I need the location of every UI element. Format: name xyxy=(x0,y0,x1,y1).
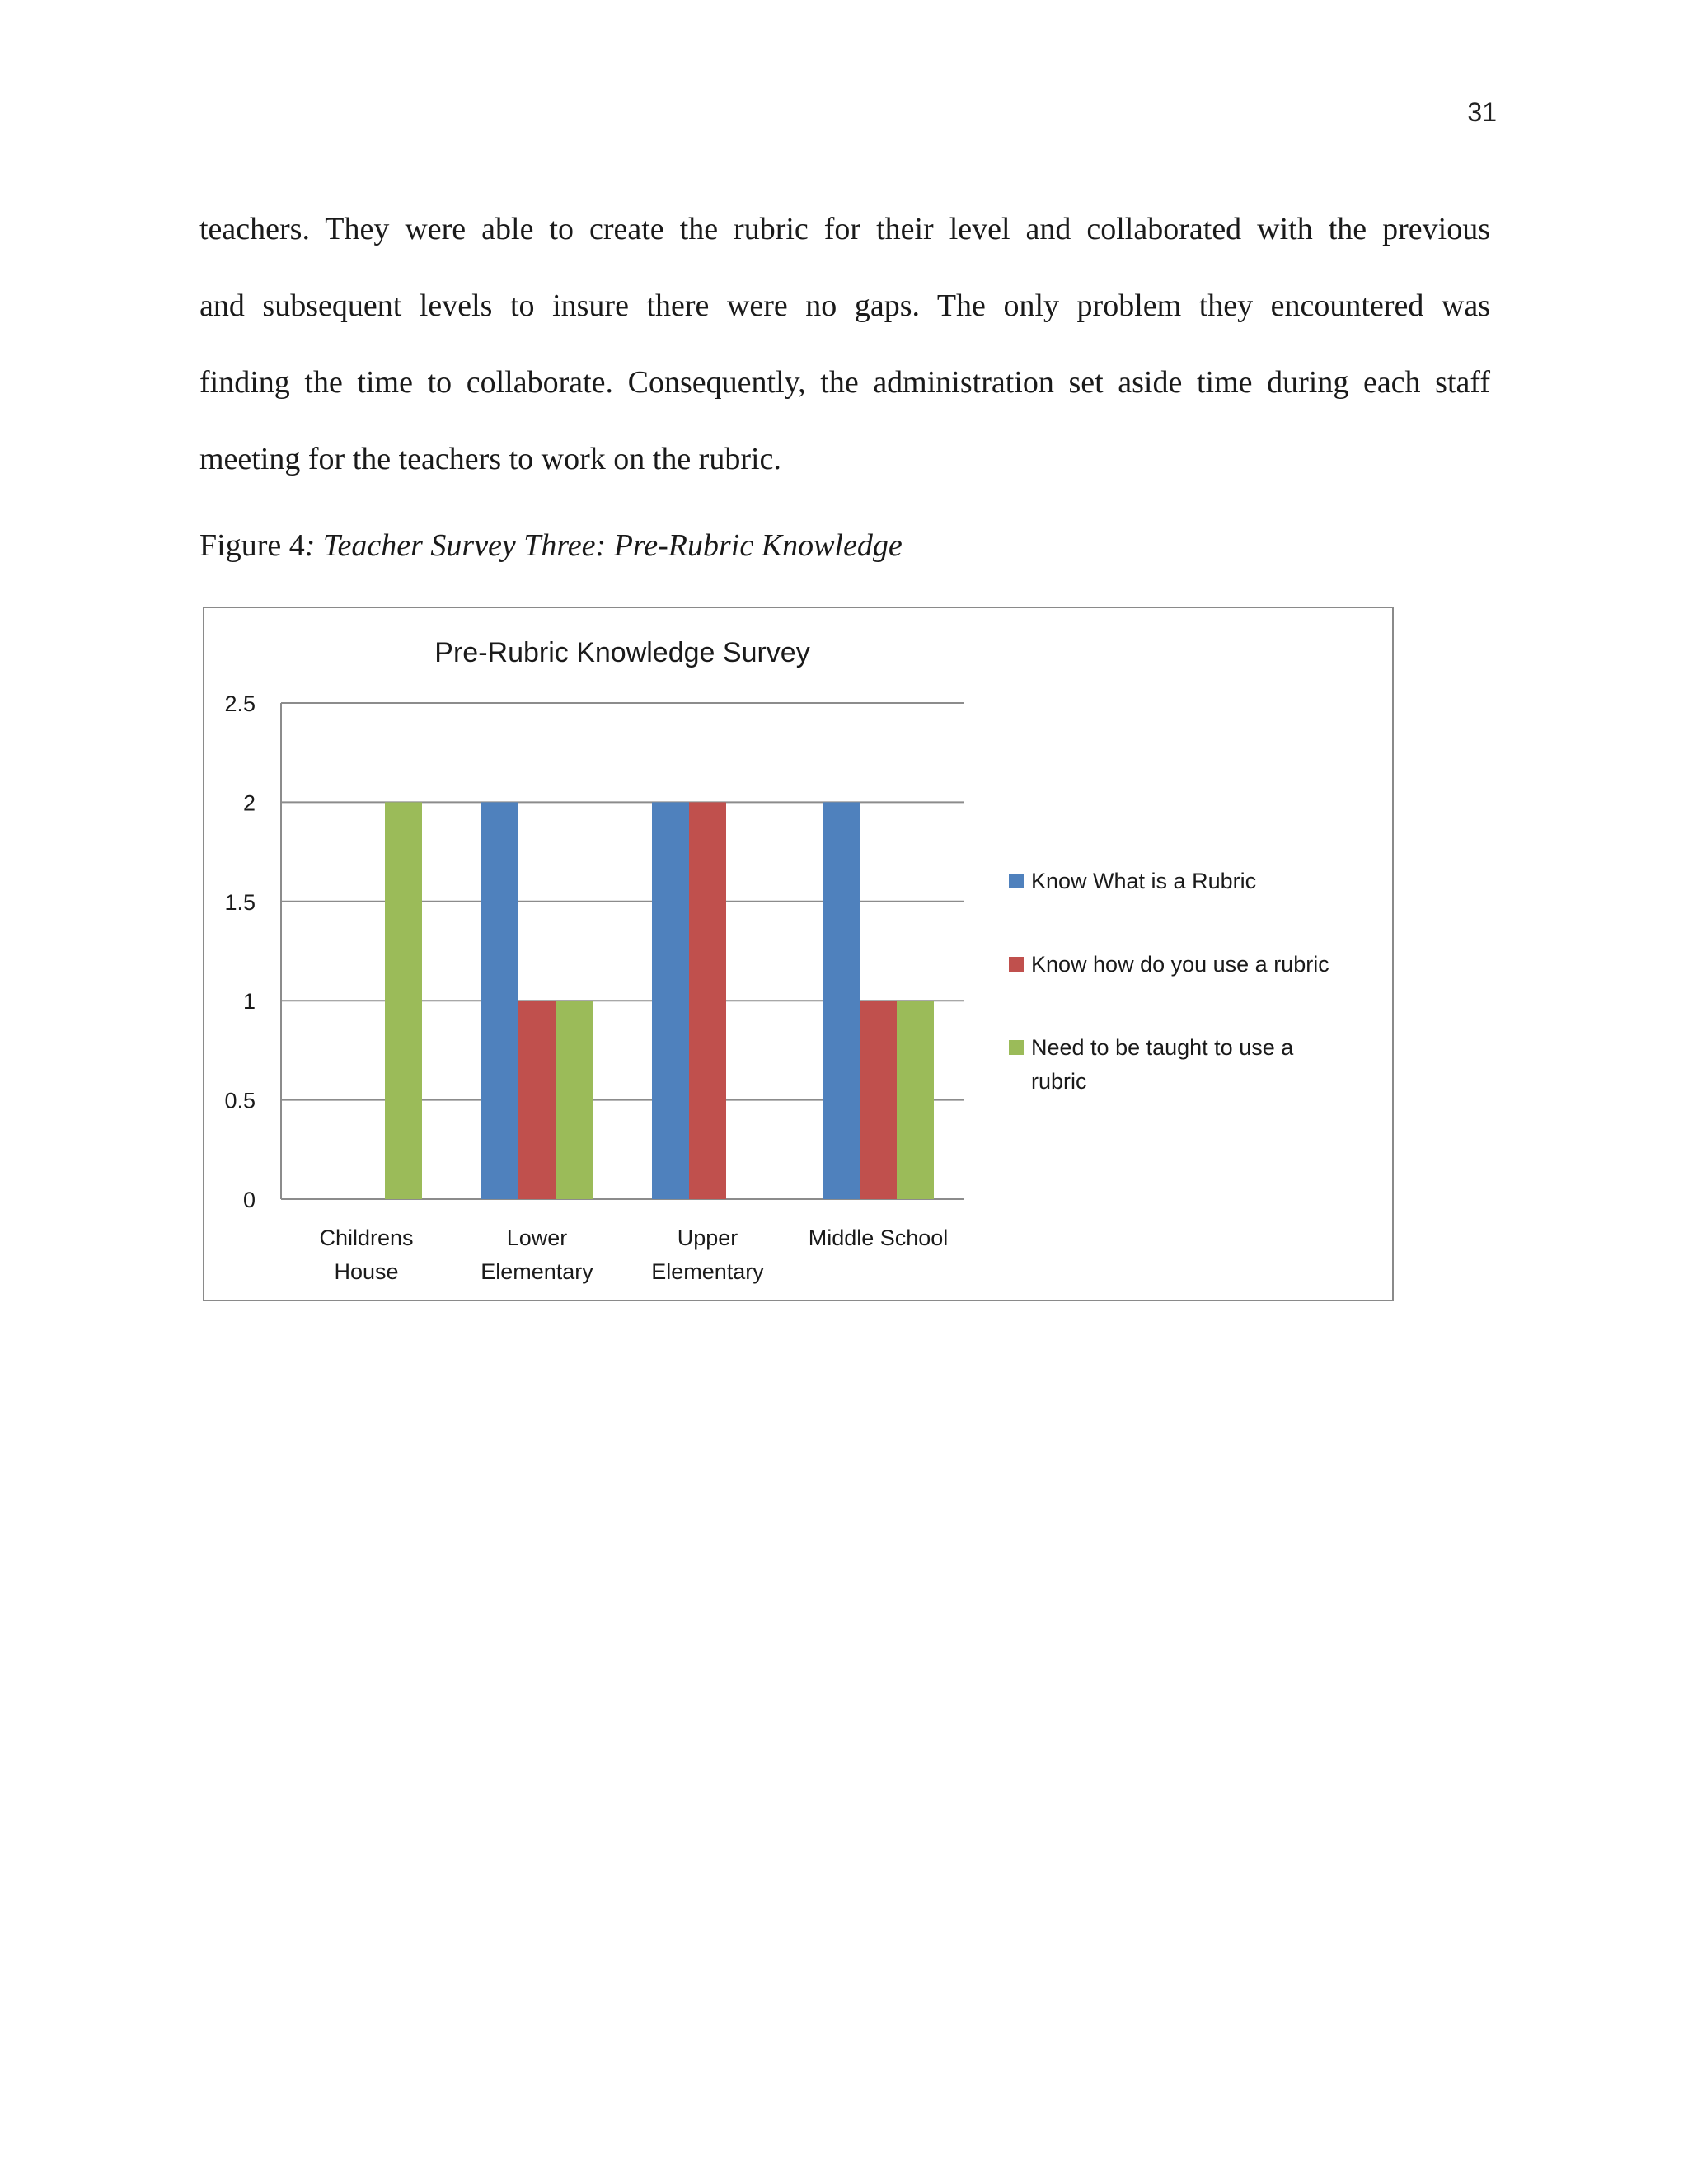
bar xyxy=(556,1001,593,1199)
paragraph-line: meeting for the teachers to work on the rubric. xyxy=(199,442,781,476)
bar xyxy=(689,802,726,1199)
bar xyxy=(823,802,860,1199)
body-paragraph xyxy=(199,191,1490,498)
legend-swatch xyxy=(1009,874,1024,888)
y-tick-label: 1 xyxy=(242,989,256,1015)
bar xyxy=(897,1001,934,1199)
paragraph-line: and subsequent levels to insure there were no gaps. The only problem they encountered was xyxy=(199,288,1490,323)
x-tick-label: Elementary xyxy=(651,1259,764,1284)
legend-label: Know What is a Rubric xyxy=(1031,869,1257,893)
bar xyxy=(481,802,518,1199)
y-tick-label: 0.5 xyxy=(224,1088,256,1113)
y-tick-label: 1.5 xyxy=(224,889,256,915)
y-tick-label: 2.5 xyxy=(224,691,256,716)
bar xyxy=(385,802,422,1199)
legend-label: Need to be taught to use a xyxy=(1031,1035,1294,1060)
page-number: 31 xyxy=(1467,97,1497,127)
x-tick-label: Elementary xyxy=(481,1259,593,1284)
bar xyxy=(518,1001,556,1199)
paragraph-line: finding the time to collaborate. Consequently, the administration set aside time during each staff xyxy=(199,365,1490,400)
figure-caption xyxy=(199,527,903,564)
x-tick-label: Lower xyxy=(506,1226,568,1250)
legend-swatch xyxy=(1009,1040,1024,1055)
chart-title: Pre-Rubric Knowledge Survey xyxy=(434,637,810,668)
x-tick-label: Upper xyxy=(677,1226,738,1250)
x-tick-label: House xyxy=(334,1259,399,1284)
bar-chart xyxy=(204,608,1392,1300)
bar xyxy=(652,802,689,1199)
figure-label: Figure 4 xyxy=(199,528,305,563)
paragraph-line: teachers. They were able to create the rubric for their level and collaborated with the previous xyxy=(199,212,1490,246)
y-tick-label: 0 xyxy=(242,1188,256,1212)
legend-label: Know how do you use a rubric xyxy=(1031,952,1329,977)
legend-swatch xyxy=(1009,957,1024,972)
figure-title: : Teacher Survey Three: Pre-Rubric Knowledge xyxy=(304,528,903,563)
x-tick-label: Childrens xyxy=(319,1226,414,1250)
bar xyxy=(860,1001,897,1199)
legend-label: rubric xyxy=(1031,1069,1087,1094)
chart-frame xyxy=(203,607,1394,1301)
y-tick-label: 2 xyxy=(242,790,256,816)
x-tick-label: Middle School xyxy=(808,1226,949,1250)
